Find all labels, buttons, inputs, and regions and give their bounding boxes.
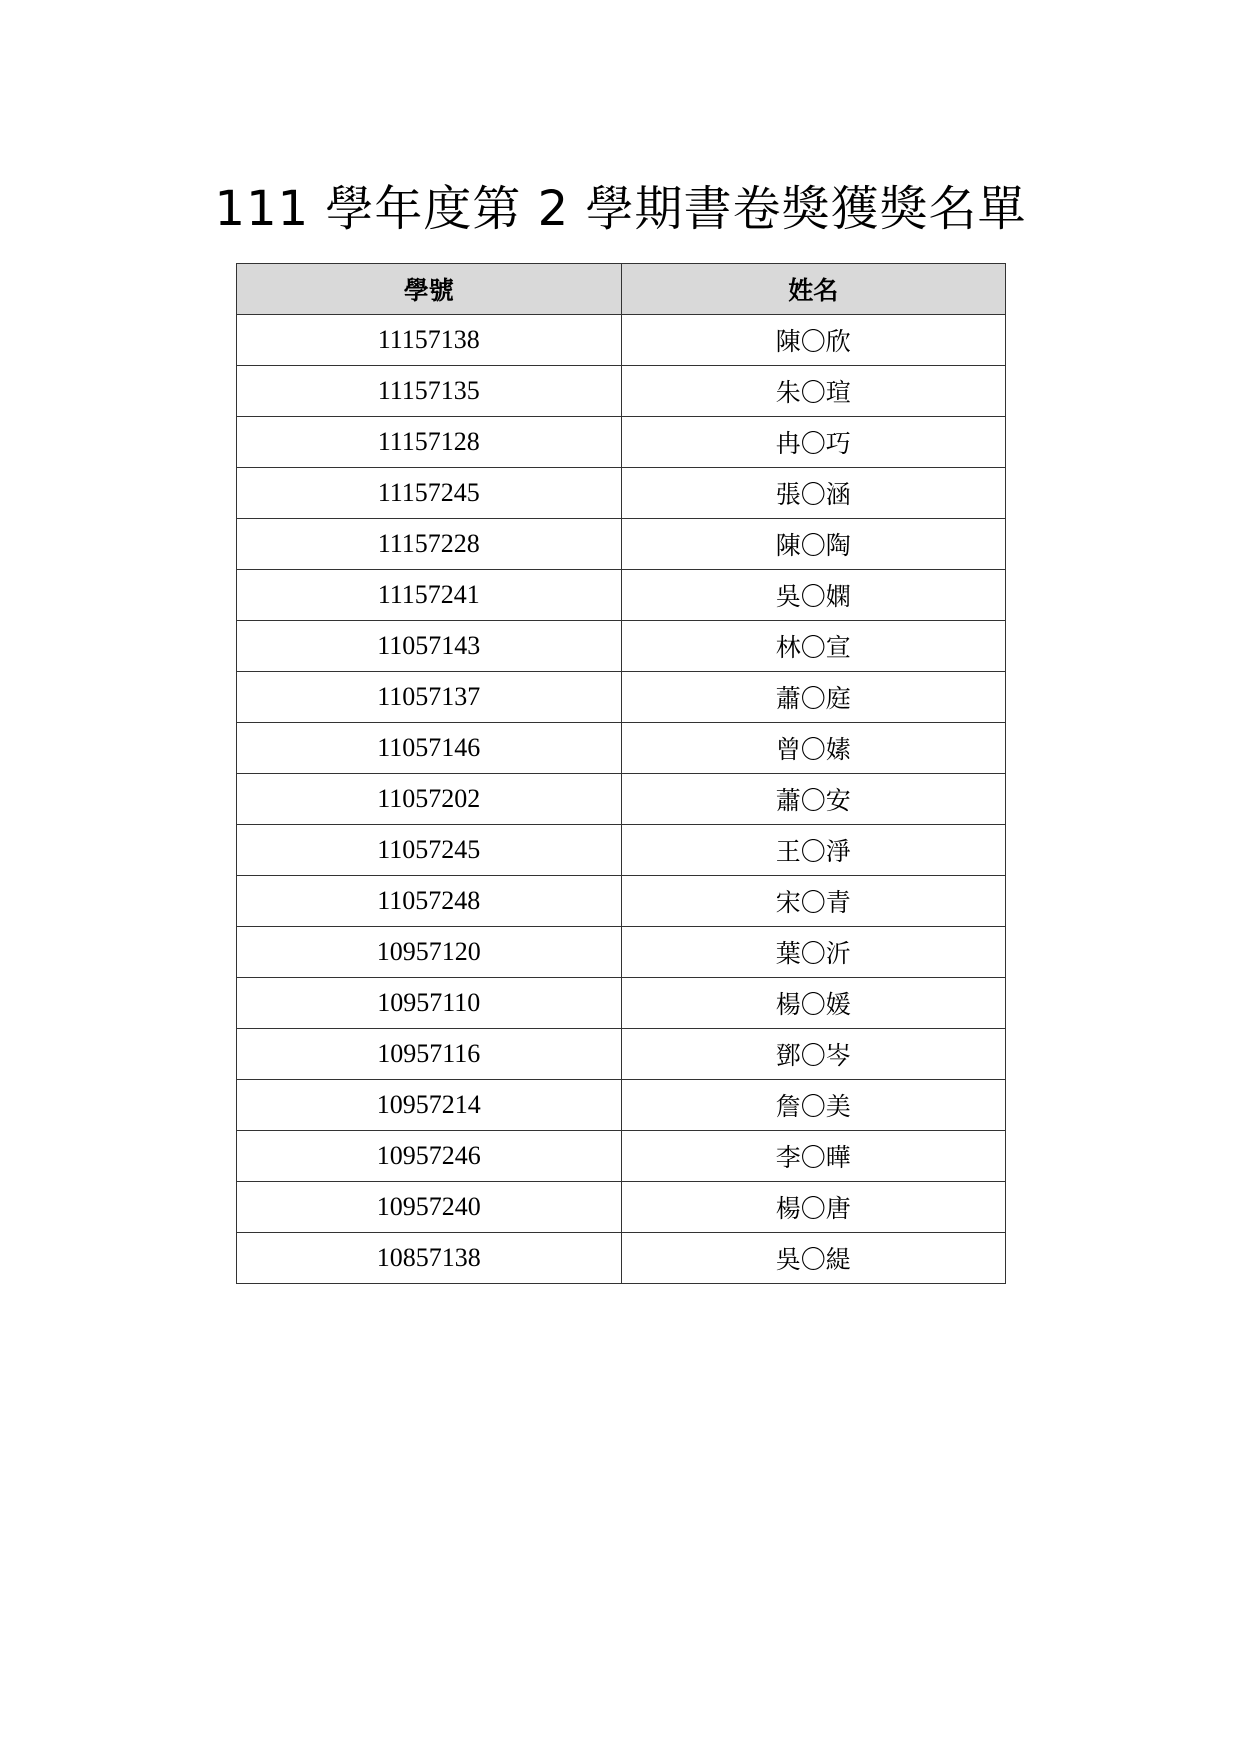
student-id-cell: 11057143: [237, 621, 622, 672]
student-id-cell: 11157241: [237, 570, 622, 621]
table-row: [237, 366, 1006, 417]
table-row: [237, 1182, 1006, 1233]
table-row: [237, 672, 1006, 723]
student-id-cell: 11057146: [237, 723, 622, 774]
student-name-cell: 蕭〇庭: [621, 672, 1006, 723]
student-name-cell: 鄧〇岑: [621, 1029, 1006, 1080]
table-row: [237, 1131, 1006, 1182]
student-id-cell: 11057137: [237, 672, 622, 723]
page-title: 111 學年度第 2 學期書卷獎獲獎名單: [214, 181, 1027, 237]
table-header-row: [237, 264, 1006, 315]
table-row: [237, 570, 1006, 621]
student-name-cell: 張〇涵: [621, 468, 1006, 519]
student-name-cell: 詹〇美: [621, 1080, 1006, 1131]
student-id-cell: 11157228: [237, 519, 622, 570]
column-header-name: 姓名: [621, 264, 1006, 315]
student-id-cell: 10957246: [237, 1131, 622, 1182]
student-name-cell: 陳〇陶: [621, 519, 1006, 570]
student-id-cell: 10957240: [237, 1182, 622, 1233]
student-id-cell: 11057202: [237, 774, 622, 825]
column-header-student-id: 學號: [237, 264, 622, 315]
table-row: [237, 519, 1006, 570]
student-id-cell: 11057248: [237, 876, 622, 927]
table-row: [237, 468, 1006, 519]
student-name-cell: 楊〇媛: [621, 978, 1006, 1029]
student-id-cell: 10957116: [237, 1029, 622, 1080]
student-id-cell: 10957214: [237, 1080, 622, 1131]
student-id-cell: 10957110: [237, 978, 622, 1029]
student-name-cell: 曾〇嫊: [621, 723, 1006, 774]
table-row: [237, 978, 1006, 1029]
table-row: [237, 876, 1006, 927]
table-row: [237, 1080, 1006, 1131]
student-name-cell: 王〇淨: [621, 825, 1006, 876]
table-row: [237, 417, 1006, 468]
student-id-cell: 10957120: [237, 927, 622, 978]
table-row: [237, 927, 1006, 978]
student-name-cell: 陳〇欣: [621, 315, 1006, 366]
student-id-cell: 11157138: [237, 315, 622, 366]
table-row: [237, 315, 1006, 366]
student-name-cell: 吳〇嫻: [621, 570, 1006, 621]
student-name-cell: 朱〇瑄: [621, 366, 1006, 417]
table-row: [237, 774, 1006, 825]
student-name-cell: 吳〇緹: [621, 1233, 1006, 1284]
table-row: [237, 825, 1006, 876]
student-name-cell: 楊〇唐: [621, 1182, 1006, 1233]
student-id-cell: 11057245: [237, 825, 622, 876]
table-row: [237, 621, 1006, 672]
student-name-cell: 葉〇沂: [621, 927, 1006, 978]
student-id-cell: 11157245: [237, 468, 622, 519]
student-id-cell: 11157128: [237, 417, 622, 468]
student-name-cell: 林〇宣: [621, 621, 1006, 672]
table-row: [237, 723, 1006, 774]
student-id-cell: 10857138: [237, 1233, 622, 1284]
table-body: [237, 315, 1006, 1284]
award-list-table: [236, 263, 1006, 1284]
student-name-cell: 冉〇巧: [621, 417, 1006, 468]
student-name-cell: 宋〇青: [621, 876, 1006, 927]
table-row: [237, 1233, 1006, 1284]
student-name-cell: 蕭〇安: [621, 774, 1006, 825]
table-row: [237, 1029, 1006, 1080]
student-name-cell: 李〇曄: [621, 1131, 1006, 1182]
student-id-cell: 11157135: [237, 366, 622, 417]
